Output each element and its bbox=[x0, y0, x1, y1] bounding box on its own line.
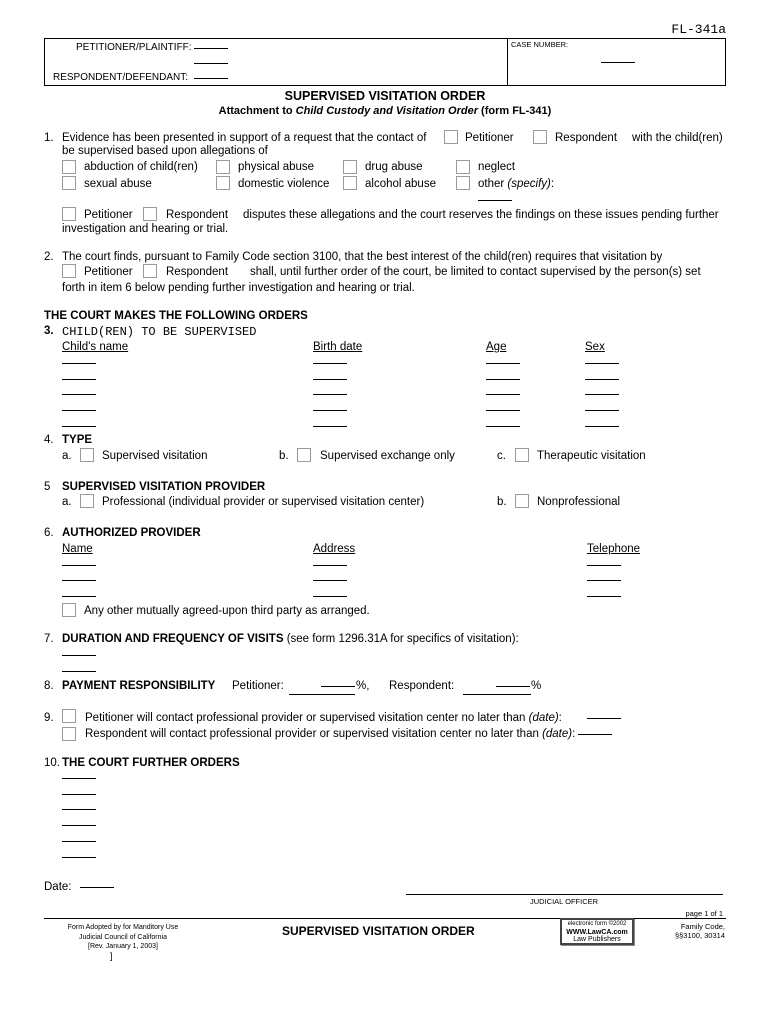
petitioner-label: PETITIONER/PLAINTIFF: bbox=[76, 42, 192, 53]
item1-respondent-checkbox[interactable] bbox=[533, 130, 547, 144]
dispute-petitioner-label: Petitioner bbox=[84, 209, 133, 221]
type-c-letter: c. bbox=[497, 450, 506, 462]
duration-field[interactable] bbox=[62, 655, 96, 656]
petitioner-contact-label: Petitioner will contact professional provider or supervised visitation center no later than (date): bbox=[85, 712, 562, 724]
other-third-party-checkbox[interactable] bbox=[62, 603, 76, 617]
type-exchange-only-label: Supervised exchange only bbox=[320, 450, 455, 462]
allegation-physical-label: physical abuse bbox=[238, 161, 315, 173]
age-field[interactable] bbox=[486, 394, 520, 395]
allegation-abduction-label: abduction of child(ren) bbox=[84, 161, 198, 173]
payment-petitioner-label: Petitioner: bbox=[232, 680, 284, 692]
allegation-physical-checkbox[interactable] bbox=[216, 160, 230, 174]
further-orders-field[interactable] bbox=[62, 778, 96, 779]
type-b-letter: b. bbox=[279, 450, 289, 462]
item4-heading: TYPE bbox=[62, 434, 93, 446]
item10-heading: THE COURT FURTHER ORDERS bbox=[62, 757, 240, 769]
col-age: Age bbox=[486, 341, 507, 353]
further-orders-field[interactable] bbox=[62, 809, 96, 810]
item1-text: Evidence has been presented in support of a request that the contact of bbox=[62, 132, 427, 144]
birth-date-field[interactable] bbox=[313, 379, 347, 380]
respondent-contact-checkbox[interactable] bbox=[62, 727, 76, 741]
child-name-field[interactable] bbox=[62, 379, 96, 380]
child-name-field[interactable] bbox=[62, 363, 96, 364]
item6-number: 6. bbox=[44, 527, 54, 539]
item1-number: 1. bbox=[44, 132, 54, 144]
col-sex: Sex bbox=[585, 341, 605, 353]
other-third-party-label: Any other mutually agreed-upon third party as arranged. bbox=[84, 605, 370, 617]
sex-field[interactable] bbox=[585, 394, 619, 395]
further-orders-field[interactable] bbox=[62, 825, 96, 826]
item6-heading: AUTHORIZED PROVIDER bbox=[62, 527, 201, 539]
birth-date-field[interactable] bbox=[313, 363, 347, 364]
item2-respondent-label: Respondent bbox=[166, 266, 229, 278]
sex-field[interactable] bbox=[585, 363, 619, 364]
col-provider-address: Address bbox=[313, 543, 356, 555]
payment-respondent-percent: % bbox=[531, 680, 542, 692]
payment-petitioner-percent: %, bbox=[356, 680, 370, 692]
provider-address-field[interactable] bbox=[313, 596, 347, 597]
page-subtitle: Attachment to Child Custody and Visitation Order (form FL-341) bbox=[218, 105, 552, 117]
respondent-label: RESPONDENT/DEFENDANT: bbox=[53, 72, 189, 83]
col-provider-name: Name bbox=[62, 543, 93, 555]
provider-professional-checkbox[interactable] bbox=[80, 494, 94, 508]
item5-heading: SUPERVISED VISITATION PROVIDER bbox=[62, 481, 266, 493]
case-number-label: CASE NUMBER: bbox=[511, 40, 569, 49]
allegation-sexual-checkbox[interactable] bbox=[62, 176, 76, 190]
judicial-officer-label: JUDICIAL OFFICER bbox=[530, 897, 599, 906]
allegation-other-checkbox[interactable] bbox=[456, 176, 470, 190]
allegation-drug-checkbox[interactable] bbox=[343, 160, 357, 174]
payment-petitioner-underline bbox=[289, 694, 355, 695]
item3-heading: CHILD(REN) TO BE SUPERVISED bbox=[62, 325, 257, 339]
item4-number: 4. bbox=[44, 434, 54, 446]
allegation-neglect-checkbox[interactable] bbox=[456, 160, 470, 174]
allegation-neglect-label: neglect bbox=[478, 161, 516, 173]
footer-title: SUPERVISED VISITATION ORDER bbox=[282, 924, 475, 938]
provider-address-field[interactable] bbox=[313, 565, 347, 566]
age-field[interactable] bbox=[486, 426, 520, 427]
age-field[interactable] bbox=[486, 379, 520, 380]
allegation-other-field[interactable] bbox=[478, 200, 512, 201]
col-child-name: Child's name bbox=[62, 341, 129, 353]
type-exchange-only-checkbox[interactable] bbox=[297, 448, 311, 462]
dispute-text-a: disputes these allegations and the court reserves the findings on these issues pending further bbox=[243, 209, 719, 221]
item8-heading: PAYMENT RESPONSIBILITY bbox=[62, 680, 216, 692]
sex-field[interactable] bbox=[585, 379, 619, 380]
payment-respondent-label: Respondent: bbox=[389, 680, 455, 692]
child-name-field[interactable] bbox=[62, 410, 96, 411]
item2-petitioner-label: Petitioner bbox=[84, 266, 133, 278]
case-number-field[interactable] bbox=[601, 62, 635, 63]
signature-line[interactable] bbox=[406, 894, 723, 895]
payment-petitioner-field[interactable] bbox=[321, 686, 355, 687]
item10-number: 10. bbox=[44, 757, 60, 769]
allegation-sexual-label: sexual abuse bbox=[84, 178, 152, 190]
provider-address-field[interactable] bbox=[313, 580, 347, 581]
item1-respondent-label: Respondent bbox=[555, 132, 618, 144]
footer-code: Family Code, §§3100, 30314 bbox=[674, 922, 725, 940]
item2-text-a: The court finds, pursuant to Family Code section 3100, that the best interest of the child(ren) requires that visitation by bbox=[62, 251, 663, 263]
provider-name-field[interactable] bbox=[62, 596, 96, 597]
type-supervised-visitation-label: Supervised visitation bbox=[102, 450, 208, 462]
provider-nonprofessional-checkbox[interactable] bbox=[515, 494, 529, 508]
date-field[interactable] bbox=[80, 887, 114, 888]
child-name-field[interactable] bbox=[62, 426, 96, 427]
page-title: SUPERVISED VISITATION ORDER bbox=[284, 89, 486, 103]
item2-text-c: forth in item 6 below pending further investigation and hearing or trial. bbox=[62, 282, 415, 294]
birth-date-field[interactable] bbox=[313, 394, 347, 395]
respondent-field[interactable] bbox=[194, 78, 228, 79]
payment-respondent-field[interactable] bbox=[496, 686, 530, 687]
allegation-domestic-label: domestic violence bbox=[238, 178, 330, 190]
further-orders-field[interactable] bbox=[62, 841, 96, 842]
petitioner-field-line2[interactable] bbox=[194, 63, 228, 64]
provider-a-letter: a. bbox=[62, 496, 72, 508]
footer-bracket: ] bbox=[110, 951, 113, 961]
provider-name-field[interactable] bbox=[62, 565, 96, 566]
item7-number: 7. bbox=[44, 633, 54, 645]
item1-petitioner-label: Petitioner bbox=[465, 132, 514, 144]
allegation-domestic-checkbox[interactable] bbox=[216, 176, 230, 190]
item2-text-b: shall, until further order of the court, be limited to contact supervised by the person(s) set bbox=[250, 266, 701, 278]
item8-number: 8. bbox=[44, 680, 54, 692]
type-therapeutic-label: Therapeutic visitation bbox=[537, 450, 646, 462]
birth-date-field[interactable] bbox=[313, 410, 347, 411]
type-supervised-visitation-checkbox[interactable] bbox=[80, 448, 94, 462]
petitioner-contact-checkbox[interactable] bbox=[62, 709, 76, 723]
type-therapeutic-checkbox[interactable] bbox=[515, 448, 529, 462]
date-label: Date: bbox=[44, 881, 72, 893]
payment-respondent-underline bbox=[463, 694, 531, 695]
item5-number: 5 bbox=[44, 481, 51, 493]
sex-field[interactable] bbox=[585, 410, 619, 411]
further-orders-field[interactable] bbox=[62, 794, 96, 795]
page-number: page 1 of 1 bbox=[685, 909, 723, 918]
respondent-contact-date-field[interactable] bbox=[578, 734, 612, 735]
birth-date-field[interactable] bbox=[313, 426, 347, 427]
item9-number: 9. bbox=[44, 712, 54, 724]
allegation-other-label: other (specify): bbox=[478, 178, 555, 190]
age-field[interactable] bbox=[486, 363, 520, 364]
provider-nonprofessional-label: Nonprofessional bbox=[537, 496, 621, 508]
item1-text-c: be supervised based upon allegations of bbox=[62, 145, 268, 157]
allegation-alcohol-label: alcohol abuse bbox=[365, 178, 436, 190]
provider-b-letter: b. bbox=[497, 496, 507, 508]
item2-respondent-checkbox[interactable] bbox=[143, 264, 157, 278]
duration-field-line2[interactable] bbox=[62, 671, 96, 672]
form-number: FL-341a bbox=[671, 22, 726, 37]
allegation-alcohol-checkbox[interactable] bbox=[343, 176, 357, 190]
footer-adopted: Form Adopted by for Manditory Use Judicial Council of California [Rev. January 1, 2003] bbox=[67, 924, 179, 950]
petitioner-field[interactable] bbox=[194, 48, 228, 49]
item2-petitioner-checkbox[interactable] bbox=[62, 264, 76, 278]
provider-telephone-field[interactable] bbox=[587, 580, 621, 581]
sex-field[interactable] bbox=[585, 426, 619, 427]
item1-petitioner-checkbox[interactable] bbox=[444, 130, 458, 144]
respondent-contact-label: Respondent will contact professional provider or supervised visitation center no later than (date): bbox=[85, 728, 576, 740]
col-provider-telephone: Telephone bbox=[587, 543, 641, 555]
dispute-text-b: investigation and hearing or trial. bbox=[62, 223, 229, 235]
col-birth-date: Birth date bbox=[313, 341, 363, 353]
type-a-letter: a. bbox=[62, 450, 72, 462]
court-orders-heading: THE COURT MAKES THE FOLLOWING ORDERS bbox=[44, 310, 308, 322]
publisher-text: electronic form ©2002 WWW.LawCA.com Law Publishers bbox=[566, 921, 628, 943]
allegation-abduction-checkbox[interactable] bbox=[62, 160, 76, 174]
provider-telephone-field[interactable] bbox=[587, 565, 621, 566]
child-name-field[interactable] bbox=[62, 394, 96, 395]
provider-professional-label: Professional (individual provider or supervised visitation center) bbox=[102, 496, 425, 508]
further-orders-field[interactable] bbox=[62, 857, 96, 858]
provider-telephone-field[interactable] bbox=[587, 596, 621, 597]
item7-heading: DURATION AND FREQUENCY OF VISITS (see form 1296.31A for specifics of visitation): bbox=[62, 633, 519, 645]
provider-name-field[interactable] bbox=[62, 580, 96, 581]
petitioner-contact-date-field[interactable] bbox=[587, 718, 621, 719]
dispute-respondent-checkbox[interactable] bbox=[143, 207, 157, 221]
item1-text-b: with the child(ren) bbox=[632, 132, 723, 144]
age-field[interactable] bbox=[486, 410, 520, 411]
dispute-respondent-label: Respondent bbox=[166, 209, 229, 221]
item2-number: 2. bbox=[44, 251, 54, 263]
allegation-drug-label: drug abuse bbox=[365, 161, 423, 173]
item3-number: 3. bbox=[44, 325, 54, 337]
dispute-petitioner-checkbox[interactable] bbox=[62, 207, 76, 221]
